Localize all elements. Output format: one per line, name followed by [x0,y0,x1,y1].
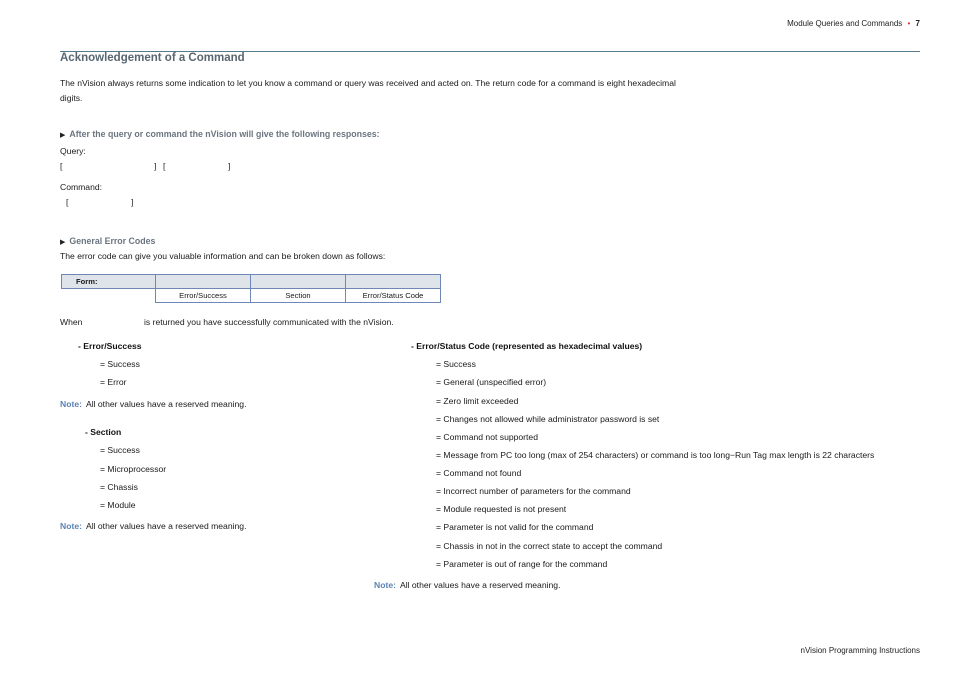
table-cell [62,289,156,303]
when-text-after: is returned you have successfully communicated with the nVision. [144,317,394,327]
query-bracket-open-2: [ [163,161,166,171]
list-item: = Chassis [100,482,138,492]
intro-paragraph: The nVision always returns some indication to let you know a command or query was received and acted on. The return code for a command is eight hexadecimal digits. [60,78,676,103]
note-text: All other values have a reserved meaning. [85,521,247,531]
list-item: = Success [100,445,140,455]
list-item: = Module requested is not present [436,504,567,514]
triangle-bullet-icon: ▶ [60,239,66,246]
list-item: = Command not supported [436,432,538,442]
header-bullet: • [907,19,911,28]
query-bracket-close-2: ] [228,161,231,171]
list-item: = Success [100,359,140,369]
column-label-error-success: Error/Success [156,289,251,303]
list-item: = Command not found [436,468,522,478]
triangle-bullet-icon: ▶ [60,132,66,139]
page-title: Acknowledgement of a Command [60,52,245,64]
command-bracket-open: [ [66,197,69,207]
running-header [787,19,920,28]
table-cell [346,275,441,289]
error-codes-description: The error code can give you valuable information and can be broken down as follows: [60,251,386,261]
column-label-section: Section [251,289,346,303]
note [60,521,246,531]
note [60,399,246,409]
query-bracket-open-1: [ [60,161,63,171]
note-label: Note: [60,399,82,409]
header-section-title: Module Queries and Commands [787,19,903,28]
when-text-before: When [60,317,83,327]
status-code-heading: - Error/Status Code (represented as hexadecimal values) [411,341,643,351]
list-item: = Success [436,359,476,369]
list-item: = Message from PC too long (max of 254 characters) or command is too long−Run Tag max length is 22 characters [436,450,875,460]
form-label-cell: Form: [62,275,156,289]
query-bracket-close-1: ] [154,161,157,171]
note-text: All other values have a reserved meaning. [85,399,247,409]
note [374,580,560,590]
list-item: = Changes not allowed while administrator password is set [436,414,660,424]
table-row [62,275,441,289]
list-item: = Incorrect number of parameters for the command [436,486,631,496]
page-number: 7 [915,19,920,28]
running-footer: nVision Programming Instructions [800,646,920,655]
table-row [62,289,441,303]
query-label: Query: [60,146,86,156]
list-item: = Module [100,500,136,510]
error-success-heading: - Error/Success [78,341,142,351]
list-item: = Parameter is out of range for the command [436,559,608,569]
list-item: = Error [100,377,127,387]
list-item: = Microprocessor [100,464,167,474]
form-table [61,274,441,303]
list-item: = Zero limit exceeded [436,396,519,406]
table-cell [156,275,251,289]
responses-subheading: ▶ After the query or command the nVision will give the following responses: [60,129,380,139]
list-item: = General (unspecified error) [436,377,547,387]
note-text: All other values have a reserved meaning. [399,580,561,590]
section-heading: - Section [85,427,122,437]
command-label: Command: [60,182,103,192]
error-codes-subheading: ▶ General Error Codes [60,236,156,246]
list-item: = Chassis in not in the correct state to accept the command [436,541,663,551]
note-label: Note: [60,521,82,531]
column-label-error-status-code: Error/Status Code [346,289,441,303]
note-label: Note: [374,580,396,590]
list-item: = Parameter is not valid for the command [436,522,594,532]
command-bracket-close: ] [131,197,134,207]
table-cell [251,275,346,289]
